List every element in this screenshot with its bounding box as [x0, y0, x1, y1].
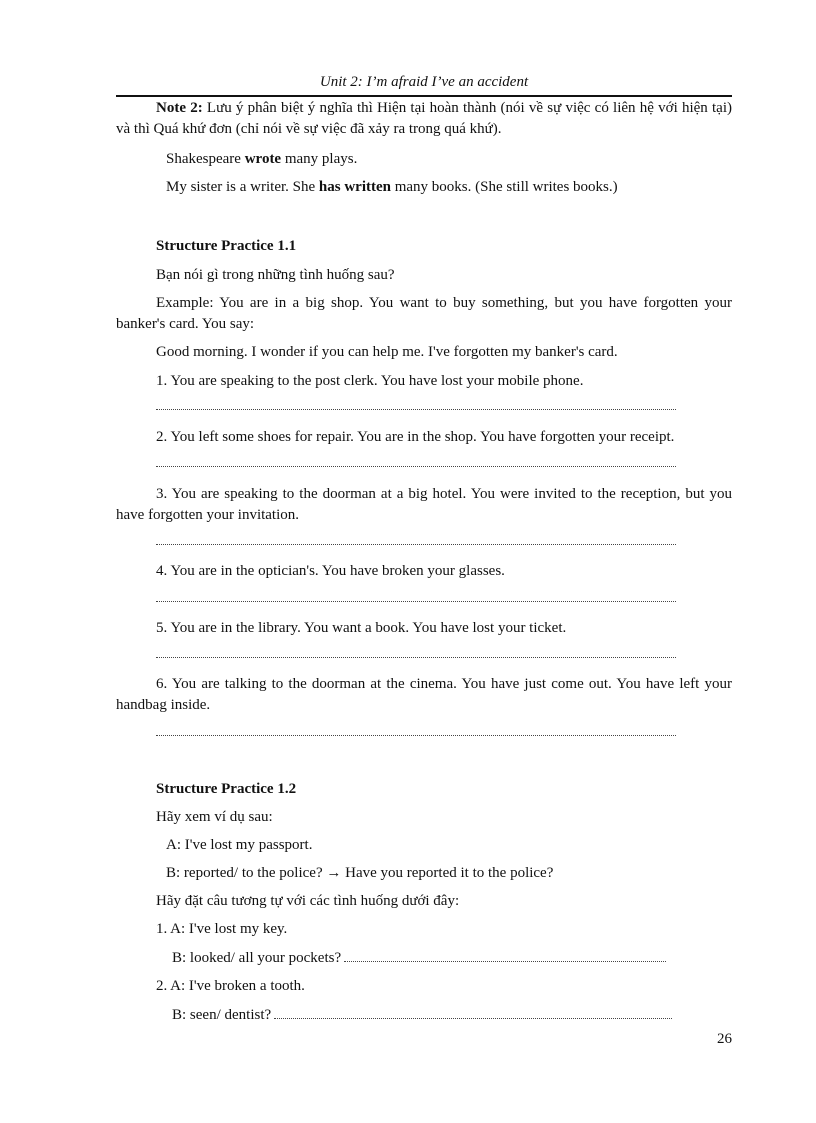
answer-line-7[interactable]	[344, 957, 666, 962]
practice-1-1-item-4: 4. You are in the optician's. You have broken your glasses.	[156, 563, 505, 579]
answer-line-2[interactable]	[156, 466, 676, 467]
practice-1-1-item-2: 2. You left some shoes for repair. You are in the shop. You have forgotten your receipt.	[156, 429, 675, 445]
note-2-label: Note 2:	[156, 100, 203, 116]
example-has-written-after: many books. (She still writes books.)	[390, 179, 618, 195]
answer-line-6[interactable]	[156, 735, 676, 736]
practice-1-2-example-b: B: reported/ to the police? → Have you reported it to the police?	[166, 865, 554, 881]
note-2-text: Lưu ý phân biệt ý nghĩa thì Hiện tại hoàn thành (nói về sự việc có liên hệ với hiện tại) và thì Quá khứ đơn (chỉ nói về sự việc đã xảy ra trong quá khứ).	[116, 100, 732, 137]
practice-1-1-example: Example: You are in a big shop. You want to buy something, but you have forgotten your banker's card. You say:	[116, 295, 732, 332]
practice-1-2-title: Structure Practice 1.2	[156, 781, 297, 797]
practice-1-1-item-5: 5. You are in the library. You want a book. You have lost your ticket.	[156, 620, 567, 636]
practice-1-2-instruction-2: Hãy đặt câu tương tự với các tình huống dưới đây:	[156, 893, 460, 909]
note-2-paragraph	[116, 98, 732, 140]
example-has-written-before: My sister is a writer. She	[166, 179, 319, 195]
practice-1-2-example-a: A: I've lost my passport.	[166, 837, 313, 853]
answer-line-1[interactable]	[156, 409, 676, 410]
example-wrote-after: many plays.	[281, 151, 358, 167]
example-has-written	[166, 178, 618, 196]
example-wrote-bold: wrote	[244, 151, 282, 167]
practice-1-1-item-6: 6. You are talking to the doorman at the cinema. You have just come out. You have left your handbag inside.	[116, 676, 732, 713]
answer-line-8[interactable]	[274, 1014, 672, 1019]
answer-line-3[interactable]	[156, 544, 676, 545]
running-header: Unit 2: I’m afraid I’ve an accident	[319, 74, 529, 90]
practice-1-1-item-1: 1. You are speaking to the post clerk. You have lost your mobile phone.	[156, 373, 584, 389]
practice-1-2-item-1-b-text: B: looked/ all your pockets?	[172, 950, 342, 966]
practice-1-2-item-2-a: 2. A: I've broken a tooth.	[156, 978, 305, 994]
practice-1-1-model-answer: Good morning. I wonder if you can help me. I've forgotten my banker's card.	[156, 344, 618, 360]
practice-1-2-instruction: Hãy xem ví dụ sau:	[156, 809, 273, 825]
practice-1-1-item-3: 3. You are speaking to the doorman at a big hotel. You were invited to the reception, but you have forgotten your invitation.	[116, 486, 732, 523]
practice-1-1-title: Structure Practice 1.1	[156, 238, 297, 254]
practice-1-2-item-1-b	[172, 949, 666, 967]
page-number: 26	[717, 1031, 732, 1047]
practice-1-2-item-2-b	[172, 1006, 672, 1024]
answer-line-5[interactable]	[156, 657, 676, 658]
practice-1-2-item-1-a: 1. A: I've lost my key.	[156, 921, 288, 937]
example-wrote-before: Shakespeare	[166, 151, 245, 167]
practice-1-1-instruction: Bạn nói gì trong những tình huống sau?	[156, 267, 395, 283]
example-wrote	[166, 150, 357, 168]
header-rule	[116, 95, 732, 97]
example-has-written-bold: has written	[318, 179, 391, 195]
answer-line-4[interactable]	[156, 601, 676, 602]
practice-1-2-item-2-b-text: B: seen/ dentist?	[172, 1007, 272, 1023]
